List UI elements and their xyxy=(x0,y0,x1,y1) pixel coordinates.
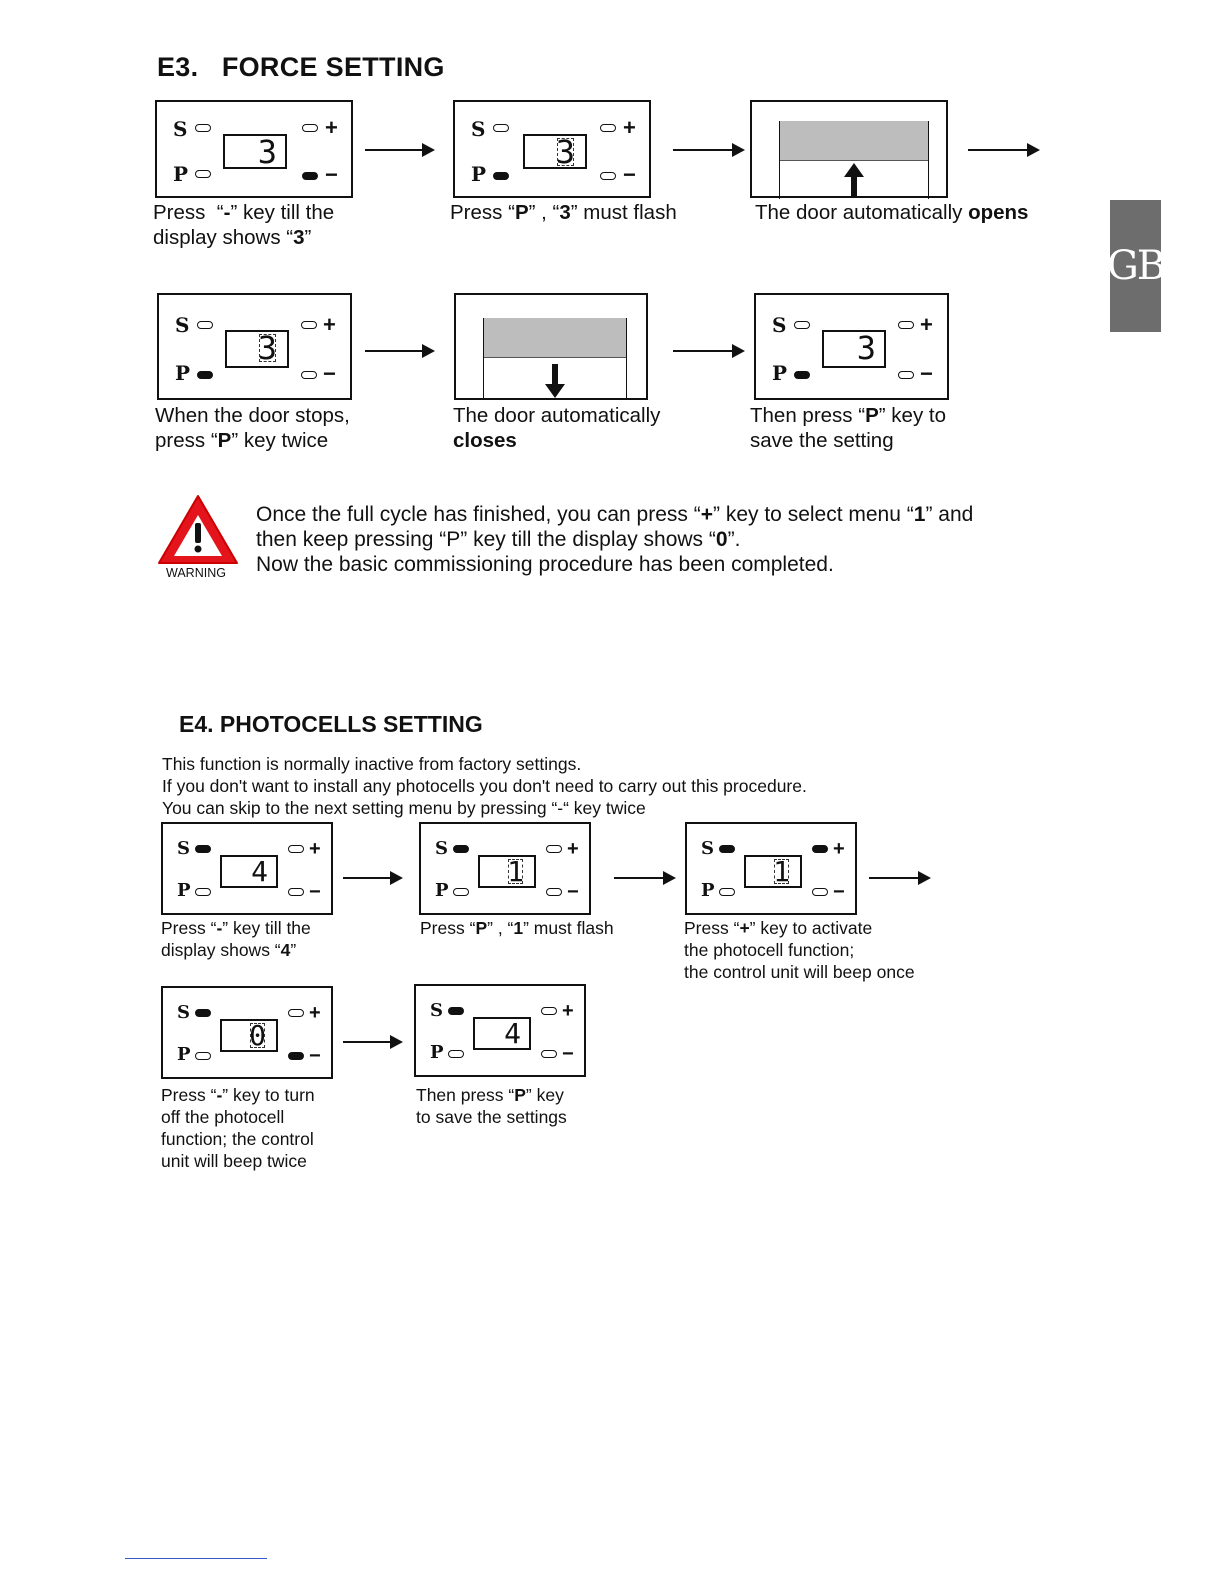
e4-step1-caption xyxy=(161,917,311,961)
minus-symbol: − xyxy=(833,881,845,903)
caption-text: The door automatically closes xyxy=(453,404,661,452)
p-key xyxy=(195,1052,211,1060)
plus-key xyxy=(546,845,562,853)
warning-label: WARNING xyxy=(166,566,226,580)
display xyxy=(473,1017,531,1050)
p-label: P xyxy=(177,1044,191,1065)
e4-step5-panel xyxy=(414,984,586,1077)
e4-step2-caption xyxy=(420,917,614,939)
plus-key xyxy=(541,1007,557,1015)
caption-text: Press “P” , “1” must flash xyxy=(420,918,614,938)
warning-icon xyxy=(156,493,240,567)
s-label: S xyxy=(430,1000,443,1021)
e4-step3-panel xyxy=(685,822,857,915)
display-digit: 4 xyxy=(251,855,268,888)
p-key xyxy=(453,888,469,896)
minus-key xyxy=(600,172,616,180)
e4-step3-caption xyxy=(684,917,915,983)
p-key xyxy=(195,170,211,178)
s-label: S xyxy=(177,838,190,859)
display xyxy=(220,855,278,888)
p-label: P xyxy=(471,162,487,186)
s-label: S xyxy=(471,117,486,141)
caption-text: The door automatically opens xyxy=(755,201,1029,224)
intro-line: You can skip to the next setting menu by pressing “-“ key twice xyxy=(162,798,646,818)
minus-key xyxy=(301,371,317,379)
minus-symbol: − xyxy=(325,162,338,187)
p-label: P xyxy=(772,361,788,385)
caption-text: Press “+” key to activate the photocell function; the control unit will beep once xyxy=(684,918,915,982)
door-frame xyxy=(779,121,929,199)
plus-symbol: + xyxy=(920,312,933,337)
p-key xyxy=(448,1050,464,1058)
flow-arrow xyxy=(673,350,743,352)
s-label: S xyxy=(175,313,190,337)
p-key xyxy=(195,888,211,896)
e3-step2-caption xyxy=(450,200,677,225)
minus-symbol: − xyxy=(567,881,579,903)
p-label: P xyxy=(430,1042,444,1063)
minus-key xyxy=(546,888,562,896)
up-arrow-icon xyxy=(842,163,866,197)
display xyxy=(523,134,587,169)
flow-arrow xyxy=(869,877,929,879)
s-key xyxy=(794,321,810,329)
s-label: S xyxy=(435,838,448,859)
caption-text: Press “-” key till the display shows “3” xyxy=(153,201,335,249)
p-label: P xyxy=(435,880,449,901)
footer-rule xyxy=(125,1558,267,1559)
p-label: P xyxy=(173,162,189,186)
intro-line: This function is normally inactive from factory settings. xyxy=(162,754,582,774)
display-digit-flashing: 0 xyxy=(249,1019,266,1052)
plus-key xyxy=(302,124,318,132)
s-label: S xyxy=(177,1002,190,1023)
plus-symbol: + xyxy=(562,1000,574,1022)
flow-arrow xyxy=(343,1041,401,1043)
plus-symbol: + xyxy=(323,312,336,337)
p-key xyxy=(197,371,213,379)
s-label: S xyxy=(173,117,188,141)
caption-text: Press “-” key till the display shows “4” xyxy=(161,918,311,960)
minus-symbol: − xyxy=(623,162,636,187)
p-key xyxy=(493,172,509,180)
minus-key xyxy=(288,888,304,896)
s-key xyxy=(453,845,469,853)
e4-heading: E4. PHOTOCELLS SETTING xyxy=(179,711,483,737)
e3-step2-panel xyxy=(453,100,651,198)
display-digit: 4 xyxy=(504,1017,521,1050)
p-key xyxy=(719,888,735,896)
s-key xyxy=(448,1007,464,1015)
p-label: P xyxy=(175,361,191,385)
language-tab: GB xyxy=(1110,200,1161,332)
minus-symbol: − xyxy=(920,361,933,386)
plus-symbol: + xyxy=(623,115,636,140)
flow-arrow xyxy=(614,877,674,879)
e4-step1-panel xyxy=(161,822,333,915)
warning-text-body: Once the full cycle has finished, you can press “+” key to select menu “1” and then keep pressing “P” key till the display shows “0”. Now the basic commissioning procedure has been completed. xyxy=(256,503,974,576)
minus-symbol: − xyxy=(309,881,321,903)
plus-key xyxy=(600,124,616,132)
s-label: S xyxy=(772,313,787,337)
plus-symbol: + xyxy=(309,838,321,860)
s-key xyxy=(197,321,213,329)
s-key xyxy=(195,845,211,853)
minus-symbol: − xyxy=(323,361,336,386)
flow-arrow xyxy=(365,149,433,151)
plus-key xyxy=(301,321,317,329)
e3-step4-panel xyxy=(157,293,352,400)
e3-heading: E3. FORCE SETTING xyxy=(157,52,445,82)
display-digit-flashing: 3 xyxy=(257,329,277,367)
display xyxy=(822,330,886,368)
minus-key xyxy=(812,888,828,896)
e3-step5-caption xyxy=(453,403,660,453)
display xyxy=(223,134,287,169)
caption-text: Press “-” key to turn off the photocell function; the control unit will beep twice xyxy=(161,1085,315,1171)
e3-door-open-panel xyxy=(750,100,948,198)
display-digit-flashing: 1 xyxy=(773,855,790,888)
plus-key xyxy=(898,321,914,329)
e3-door-close-panel xyxy=(454,293,648,400)
caption-text: Press “P” , “3” must flash xyxy=(450,201,677,224)
s-key xyxy=(719,845,735,853)
flow-arrow xyxy=(365,350,433,352)
s-key xyxy=(195,1009,211,1017)
flow-arrow xyxy=(968,149,1038,151)
e3-step3-caption xyxy=(755,200,1028,225)
plus-key xyxy=(812,845,828,853)
plus-symbol: + xyxy=(833,838,845,860)
plus-key xyxy=(288,845,304,853)
caption-text: Then press “P” key to save the setting xyxy=(750,404,946,452)
flow-arrow xyxy=(673,149,743,151)
s-key xyxy=(493,124,509,132)
p-key xyxy=(794,371,810,379)
plus-key xyxy=(288,1009,304,1017)
down-arrow-icon xyxy=(543,364,567,398)
e3-step6-caption xyxy=(750,403,946,453)
e3-step4-caption xyxy=(155,403,350,453)
display xyxy=(744,855,802,888)
minus-key xyxy=(302,172,318,180)
e3-step1-caption xyxy=(153,200,334,250)
e4-intro xyxy=(162,753,807,819)
minus-symbol: − xyxy=(562,1043,574,1065)
display-digit-flashing: 1 xyxy=(507,855,524,888)
display xyxy=(225,330,289,368)
display xyxy=(478,855,536,888)
s-key xyxy=(195,124,211,132)
flow-arrow xyxy=(343,877,401,879)
display-digit-flashing: 3 xyxy=(555,133,575,171)
e3-step1-panel xyxy=(155,100,353,198)
e4-step2-panel xyxy=(419,822,591,915)
e4-step4-panel xyxy=(161,986,333,1079)
e4-step5-caption xyxy=(416,1084,567,1128)
caption-text: Then press “P” key to save the settings xyxy=(416,1085,567,1127)
intro-line: If you don't want to install any photocells you don't need to carry out this procedure. xyxy=(162,776,807,796)
display-digit: 3 xyxy=(856,329,876,367)
door-frame xyxy=(483,318,627,400)
plus-symbol: + xyxy=(325,115,338,140)
s-label: S xyxy=(701,838,714,859)
e4-step4-caption xyxy=(161,1084,315,1172)
warning-text xyxy=(256,502,973,577)
p-label: P xyxy=(701,880,715,901)
minus-key xyxy=(288,1052,304,1060)
minus-key xyxy=(541,1050,557,1058)
minus-symbol: − xyxy=(309,1045,321,1067)
plus-symbol: + xyxy=(309,1002,321,1024)
plus-symbol: + xyxy=(567,838,579,860)
minus-key xyxy=(898,371,914,379)
caption-text: When the door stops, press “P” key twice xyxy=(155,404,350,452)
e3-step6-panel xyxy=(754,293,949,400)
p-label: P xyxy=(177,880,191,901)
display xyxy=(220,1019,278,1052)
display-digit: 3 xyxy=(257,133,277,171)
